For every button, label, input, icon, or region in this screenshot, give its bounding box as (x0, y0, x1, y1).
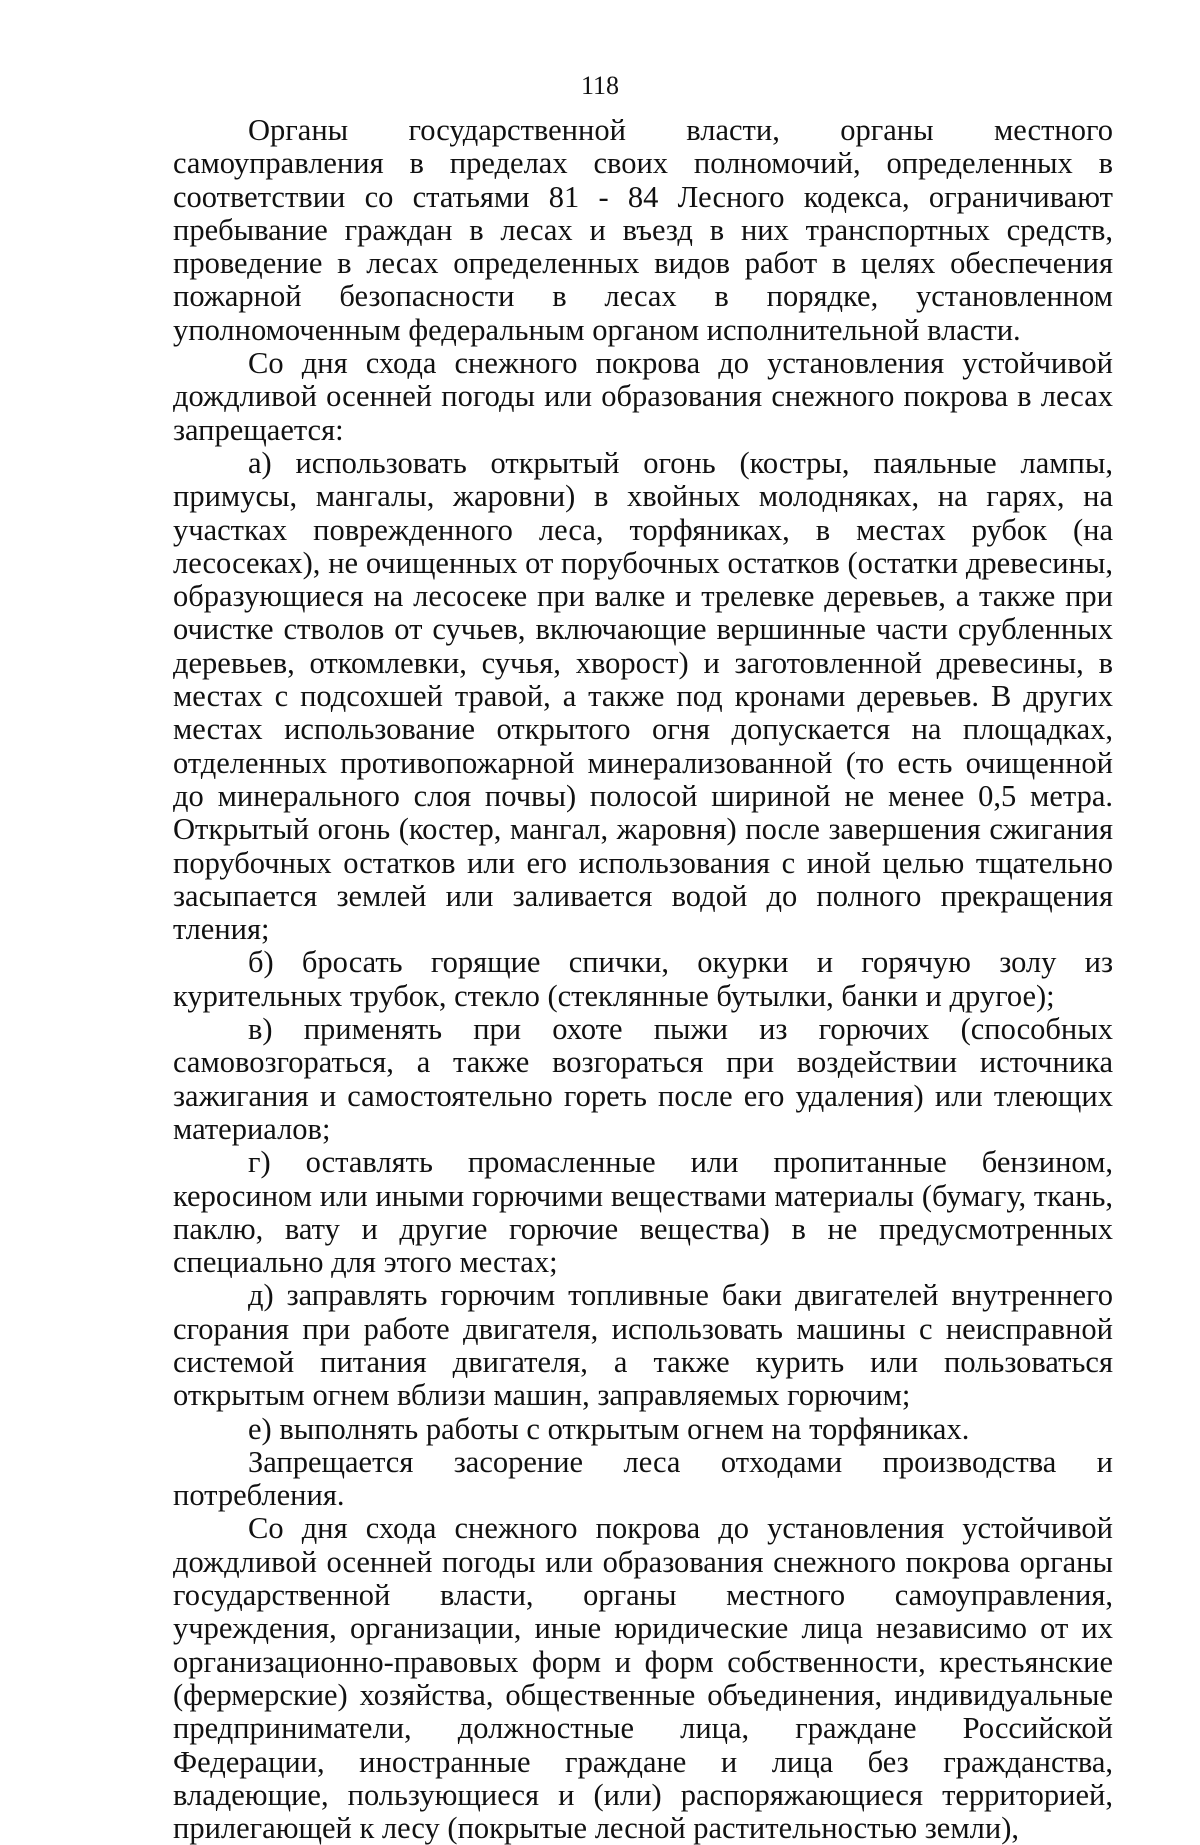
paragraph-littering: Запрещается засорение леса отходами производства и потребления. (173, 1444, 1113, 1513)
paragraph-prohibited-period: Со дня схода снежного покрова до установления устойчивой дождливой осенней погоды или образования снежного покрова в лесах запрещается: (173, 346, 1113, 447)
list-item-g-oiled-materials: г) оставлять промасленные или пропитанные бензином, керосином или иными горючими веществами материалы (бумагу, ткань, паклю, вату и другие горючие вещества) в не предусмотренных специально для этого местах; (173, 1145, 1113, 1280)
list-item-e-peatlands: е) выполнять работы с открытым огнем на торфяниках. (248, 1411, 970, 1446)
list-item-a-open-fire: а) использовать открытый огонь (костры, паяльные лампы, примусы, мангалы, жаровни) в хвойных молодняках, на гарях, на участках поврежденного леса, торфяниках, в местах рубок (на лесосеках), не очищенных от порубочных остатков (остатки древесины, образующиеся на лесосеке при валке и трелевке деревьев, а также при очистке стволов от сучьев, включающие вершинные части срубленных деревьев, откомлевки, сучья, хворост) и заготовленной древесины, в местах с подсохшей травой, а также под кронами деревьев. В других местах использование открытого огня допускается на площадках, отделенных противопожарной минерализованной (то есть очищенной до минерального слоя почвы) полосой шириной не менее 0,5 метра. Открытый огонь (костер, мангал, жаровня) после завершения сжигания порубочных остатков или его использования с иной целью тщательно засыпается землей или заливается водой до полного прекращения тления; (173, 445, 1113, 947)
paragraph-authorities-restrictions: Органы государственной власти, органы местного самоуправления в пределах своих полномочий, определенных в соответствии со статьями 81 - 84 Лесного кодекса, ограничивают пребывание граждан в лесах и въезд в них транспортных средств, проведение в лесах определенных видов работ в целях обеспечения пожарной безопасности в лесах в порядке, установленном уполномоченным федеральным органом исполнительной власти. (173, 113, 1113, 347)
page-number: 118 (580, 71, 620, 100)
list-item-b-matches: б) бросать горящие спички, окурки и горячую золу из курительных трубок, стекло (стеклянные бутылки, банки и другое); (173, 945, 1113, 1013)
list-item-d-refueling: д) заправлять горючим топливные баки двигателей внутреннего сгорания при работе двигателя, использовать машины с неисправной системой питания двигателя, а также курить или пользоваться открытым огнем вблизи машин, заправляемых горючим; (173, 1278, 1113, 1413)
paragraph-landholders: Со дня схода снежного покрова до установления устойчивой дождливой осенней погоды или образования снежного покрова органы государственной власти, органы местного самоуправления, учреждения, организации, иные юридические лица независимо от их организационно-правовых форм и форм собственности, крестьянские (фермерские) хозяйства, общественные объединения, индивидуальные предприниматели, должностные лица, граждане Российской Федерации, иностранные граждане и лица без гражданства, владеющие, пользующиеся и (или) распоряжающиеся территорией, прилегающей к лесу (покрытые лесной растительностью земли), (173, 1511, 1113, 1845)
list-item-v-hunting-wads: в) применять при охоте пыжи из горючих (способных самовозгораться, а также возгораться при воздействии источника зажигания и самостоятельно гореть после его удаления) или тлеющих материалов; (173, 1012, 1113, 1146)
document-body (173, 114, 1113, 1845)
